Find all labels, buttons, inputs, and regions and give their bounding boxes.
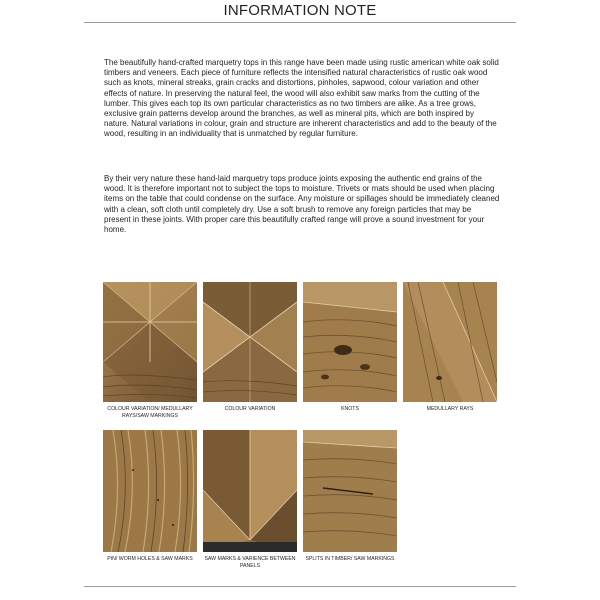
photo-knots [303, 282, 397, 402]
header-rule [84, 22, 516, 23]
paragraph-characteristics: The beautifully hand-crafted marquetry tops in this range have been made using rustic american white oak solid timbers and veneers. Each piece of furniture reflects the intensified natural characteristics of rustic oak wood such as knots, mineral streaks, grain cracks and distortions, pinholes, sapwood, colour variation and other effects of nature. In preserving the natural feel, the wood will also exhibit saw marks from the cutting of the lumber. This gives each top its own particular characteristics as no two timbers are alike. As a tree grows, exclusive grain patterns develop around the branches, as well as mineral pits, which are both inspired by nature. Natural variations in colour, grain and structure are inherent characteristics and add to the beauty of the wood, resulting in an individuality that is unmatched by regular furniture. [104, 58, 499, 139]
caption-saw-marks-variance: SAW MARKS & VARIENCE BETWEEN PANELS [204, 556, 296, 569]
marquetry-star-photo [203, 282, 297, 402]
caption-colour-variation-medullary-rays: COLOUR VARIATION/ MEDULLARY RAYS/SAW MARKINGS [107, 406, 193, 419]
footer-rule [84, 586, 516, 587]
caption-knots: KNOTS [341, 406, 359, 412]
photo-pin-worm-holes [103, 430, 197, 552]
paragraph-care: By their very nature these hand-laid marquetry tops produce joints exposing the authentic end grains of the wood. It is therefore important not to subject the tops to moisture. Trivets or mats should be used when placing items on the table that could condense on the surface. Any moisture or spillages should be immediately cleaned with a clean, soft cloth until completely dry. Use a soft brush to remove any foreign particles that may be present in these joints. With proper care this beautifully crafted range will prove a sound investment for your home. [104, 174, 500, 235]
oak-grain-photo [403, 282, 497, 402]
marquetry-star-photo [103, 282, 197, 402]
oak-split-photo [303, 430, 397, 552]
photo-splits-in-timber [303, 430, 397, 552]
photo-colour-variation [203, 282, 297, 402]
oak-grain-photo [103, 430, 197, 552]
caption-splits-in-timber: SPLITS IN TIMBER/ SAW MARKINGS [305, 556, 395, 562]
caption-pin-worm-holes: PIN/ WORM HOLES & SAW MARKS [107, 556, 193, 562]
photo-colour-variation-medullary-rays [103, 282, 197, 402]
oak-knots-photo [303, 282, 397, 402]
page-title: INFORMATION NOTE [223, 2, 377, 19]
caption-medullary-rays: MEDULLARY RAYS [426, 406, 474, 412]
caption-colour-variation: COLOUR VARIATION [224, 406, 276, 412]
photo-medullary-rays [403, 282, 497, 402]
marquetry-panels-photo [203, 430, 297, 552]
photo-saw-marks-variance [203, 430, 297, 552]
